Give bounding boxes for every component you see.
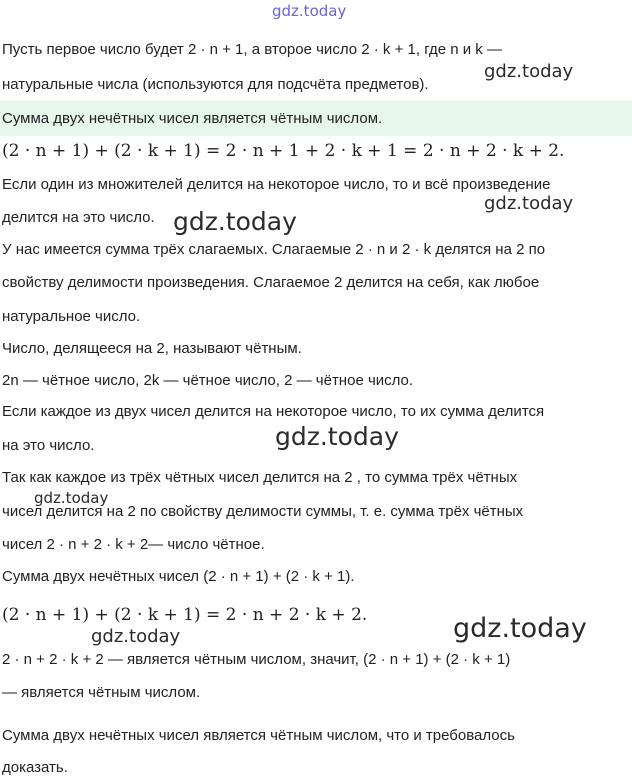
proof-line: натуральные числа (используются для подсчёта предметов). [2, 76, 429, 93]
proof-line: на это число. [2, 437, 95, 454]
watermark: gdz.today [484, 61, 574, 82]
proof-line: У нас имеется сумма трёх слагаемых. Слагаемые 2 · n и 2 · k делятся на 2 по [2, 241, 546, 258]
proof-line: — является чётным числом. [2, 684, 201, 701]
proof-line: Если каждое из двух чисел делится на некоторое число, то их сумма делится [2, 403, 545, 420]
proof-line: 2n — чётное число, 2k — чётное число, 2 — чётное число. [2, 372, 414, 389]
theorem-statement: Сумма двух нечётных чисел является чётным числом. [2, 110, 383, 127]
watermark: gdz.today [272, 2, 347, 20]
proof-line: Сумма двух нечётных чисел является чётным числом, что и требовалось [2, 727, 515, 744]
proof-line: чисел 2 · n + 2 · k + 2— число чётное. [2, 536, 265, 553]
proof-line: Если один из множителей делится на некоторое число, то и всё произведение [2, 176, 551, 193]
watermark: gdz.today [453, 613, 587, 644]
proof-line: доказать. [2, 759, 68, 776]
proof-line: чисел делится на 2 по свойству делимости суммы, т. е. сумма трёх чётных [2, 503, 524, 520]
watermark: gdz.today [275, 422, 399, 451]
watermark: gdz.today [484, 193, 574, 214]
proof-line: 2 · n + 2 · k + 2 — является чётным числом, значит, (2 · n + 1) + (2 · k + 1) [2, 651, 511, 668]
proof-line: Так как каждое из трёх чётных чисел делится на 2 , то сумма трёх чётных [2, 469, 518, 486]
equation: (2 · n + 1) + (2 · k + 1) = 2 · n + 2 · k + 2. [2, 605, 368, 625]
proof-line: делится на это число. [2, 209, 155, 226]
watermark: gdz.today [173, 207, 297, 236]
proof-line: натуральное число. [2, 308, 141, 325]
watermark: gdz.today [34, 489, 109, 507]
equation: (2 · n + 1) + (2 · k + 1) = 2 · n + 1 + 2 · k + 1 = 2 · n + 2 · k + 2. [2, 141, 565, 161]
proof-line: свойству делимости произведения. Слагаемое 2 делится на себя, как любое [2, 274, 540, 291]
proof-line: Сумма двух нечётных чисел (2 · n + 1) + (2 · k + 1). [2, 568, 355, 585]
proof-line: Пусть первое число будет 2 · n + 1, а второе число 2 · k + 1, где n и k — [2, 41, 502, 58]
proof-line: Число, делящееся на 2, называют чётным. [2, 340, 302, 357]
watermark: gdz.today [91, 626, 181, 647]
